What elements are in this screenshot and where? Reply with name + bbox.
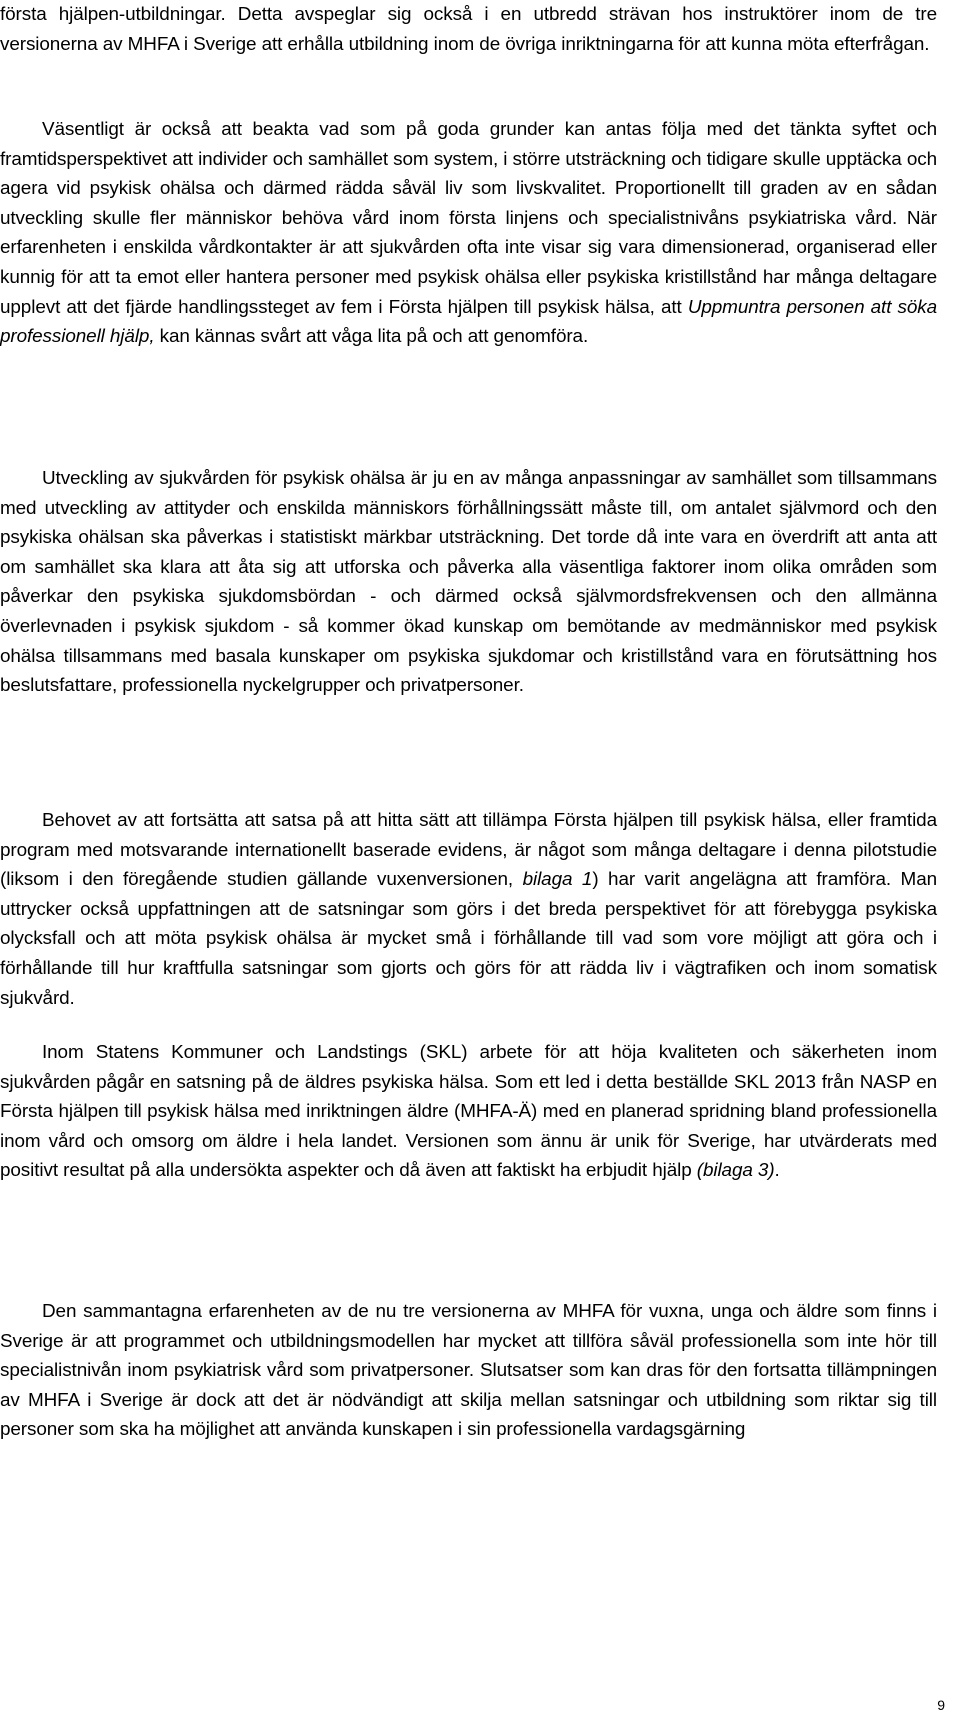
paragraph-healthcare-development: Utveckling av sjukvården för psykisk ohälsa är ju en av många anpassningar av samhället som tillsammans med utveckling av attityder och enskilda människors förhållningssätt måste till, om antalet självmord och den psykiska ohälsan ska påverkas i statistiskt märkbar utsträckning. Det torde då inte vara en överdrift att anta att om samhället ska klara att åta sig att utforska och påverka alla väsentliga faktorer inom olika områden som påverkar den psykiska sjukdomsbördan - och därmed också självmordsfrekvensen och den allmänna överlevnaden i psykisk sjukdom - så kommer ökad kunskap om bemötande av medmänniskor med psykisk ohälsa tillsammans med basala kunskaper om psykiska sjukdomar och kristillstånd vara en förutsättning hos beslutsfattare, professionella nyckelgrupper och privatpersoner. — [0, 468, 937, 697]
italic-reference: (bilaga 3) — [696, 1160, 775, 1182]
paragraph-emergency-care — [0, 115, 937, 352]
paragraph-text: Behovet av att fortsätta att satsa på att hitta sätt att tillämpa Första hjälpen till psykisk hälsa, eller framtida program med motsvarande internationellt baserade evidens, är något som många deltagare i denna pilotstudie (liksom i den föregående studien gällande vuxenversionen, — [0, 810, 937, 891]
page-number: 9 — [937, 1697, 945, 1713]
paragraph-text: . — [774, 1160, 780, 1182]
paragraph-continuation: första hjälpen-utbildningar. Detta avspeglar sig också i en utbredd strävan hos instruktörer inom de tre versionerna av MHFA i Sverige att erhålla utbildning inom de övriga inriktningarna för att kunna möta efterfrågan. — [0, 4, 937, 55]
paragraph-skl-initiative — [0, 1038, 937, 1186]
italic-quote: Uppmuntra personen att söka professionell hjälp, — [0, 296, 937, 348]
paragraph-text: ) har varit angelägna att framföra. Man uttrycker också uppfattningen att de satsningar som görs i det breda perspektivet för att förebygga psykiska olycksfall och att möta psykisk ohälsa är mycket små i förhållande till vad som vore möjligt att göra och i förhållande till hur kraftfulla satsningar som gjorts och görs för att rädda liv i vägtrafiken och inom somatisk sjukvård. — [0, 869, 938, 1009]
italic-reference: bilaga 1 — [522, 869, 593, 891]
paragraph-combined-experience: Den sammantagna erfarenheten av de nu tre versionerna av MHFA för vuxna, unga och äldre som finns i Sverige är att programmet och utbildningsmodellen har mycket att tillföra såväl professionella som inte hör till specialistnivån inom psykiatrisk vård som privatpersoner. Slutsatser som kan dras för den fortsatta tillämpningen av MHFA i Sverige är dock att det är nödvändigt att skilja mellan satsningar och utbildning som riktar sig till personer som ska ha möjlighet att använda kunskapen i sin professionella vardagsgärning — [0, 1301, 937, 1441]
paragraph-text: kan kännas svårt att våga lita på och att genomföra. — [154, 326, 589, 348]
paragraph-text: Inom Statens Kommuner och Landstings (SKL) arbete för att höja kvaliteten och säkerheten inom sjukvården pågår en satsning på de äldres psykiska hälsa. Som ett led i detta beställde SKL 2013 från NASP en Första hjälpen till psykisk hälsa med inriktningen äldre (MHFA-Ä) med en planerad spridning bland professionella inom vård och omsorg om äldre i hela landet. Versionen som ännu är unik för Sverige, har utvärderats med positivt resultat på alla undersökta aspekter och då även att faktiskt ha erbjudit hjälp — [0, 1042, 937, 1182]
paragraph-text: Väsentligt är också att beakta vad som på goda grunder kan antas följa med det tänkta syftet och framtidsperspektivet att individer och samhället som system, i större utsträckning och tidigare skulle upptäcka och agera vid psykisk ohälsa och därmed rädda såväl liv som livskvalitet. Proportionellt till graden av en sådan utveckling skulle fler människor behöva vård inom första linjens och specialistnivåns psykiatriska vård. När erfarenheten i enskilda vårdkontakter är att sjukvården ofta inte visar sig vara dimensionerad, organiserad eller kunnig för att ta emot eller hantera personer med psykisk ohälsa eller psykiska kristillstånd har många deltagare upplevt att det fjärde handlingssteget av fem i Första hjälpen till psykisk hälsa, att — [0, 119, 937, 318]
paragraph-continued-investment — [0, 806, 937, 1013]
